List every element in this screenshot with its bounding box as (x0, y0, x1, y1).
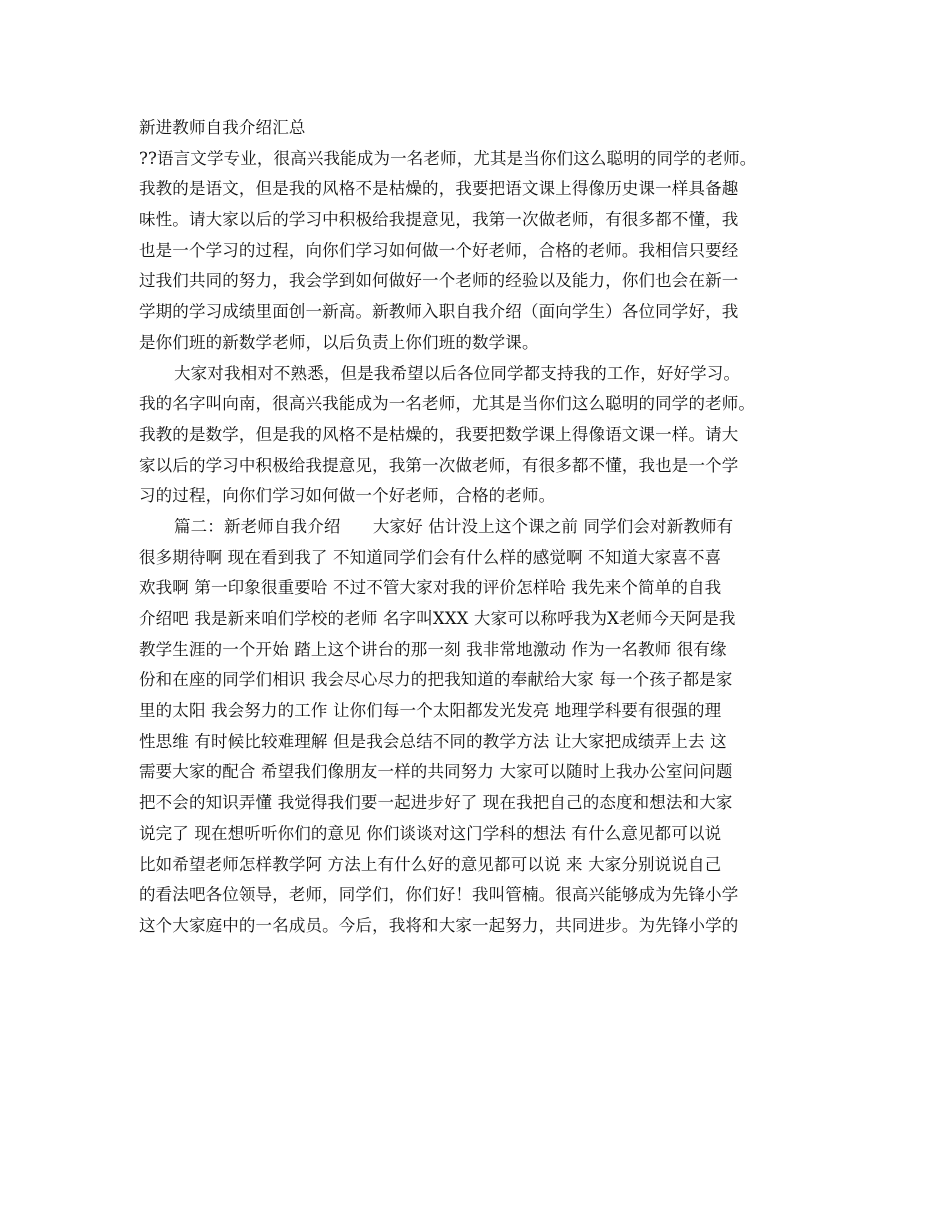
text-line: 说完了 现在想听听你们的意见 你们谈谈对这门学科的想法 有什么意见都可以说 (139, 823, 722, 843)
text-line: 这个大家庭中的一名成员。今后，我将和大家一起努力，共同进步。为先锋小学的 (139, 915, 739, 935)
text-line: 家以后的学习中积极给我提意见，我第一次做老师，有很多都不懂，我也是一个学 (139, 455, 739, 475)
text-line: 欢我啊 第一印象很重要哈 不过不管大家对我的评价怎样哈 我先来个简单的自我 (139, 578, 722, 598)
text-line: 的看法吧各位领导，老师，同学们，你们好！我叫管楠。很高兴能够成为先锋小学 (139, 885, 739, 905)
document-title: 新进教师自我介绍汇总 (139, 118, 306, 137)
text-line: 我的名字叫向南，很高兴我能成为一名老师，尤其是当你们这么聪明的同学的老师。 (139, 394, 756, 414)
text-line: 过我们共同的努力，我会学到如何做好一个老师的经验以及能力，你们也会在新一 (139, 271, 739, 291)
text-line-indented: 大家对我相对不熟悉，但是我希望以后各位同学都支持我的工作，好好学习。 (174, 363, 741, 383)
text-line: 份和在座的同学们相识 我会尽心尽力的把我知道的奉献给大家 每一个孩子都是家 (139, 670, 733, 690)
text-line: 把不会的知识弄懂 我觉得我们要一起进步好了 现在我把自己的态度和想法和大家 (139, 793, 733, 813)
text-line: 我教的是数学，但是我的风格不是枯燥的，我要把数学课上得像语文课一样。请大 (139, 424, 739, 444)
text-line: 比如希望老师怎样教学阿 方法上有什么好的意见都可以说 来 大家分别说说自己 (139, 854, 722, 874)
document-body (139, 113, 819, 942)
text-line: 介绍吧 我是新来咱们学校的老师 名字叫XXX 大家可以称呼我为X老师今天阿是我 (139, 609, 736, 628)
text-line: 味性。请大家以后的学习中积极给我提意见，我第一次做老师，有很多都不懂，我 (139, 210, 739, 230)
text-line: 是你们班的新数学老师，以后负责上你们班的数学课。 (139, 332, 539, 352)
text-line: ??语言文学专业，很高兴我能成为一名老师，尤其是当你们这么聪明的同学的老师。 (139, 148, 757, 168)
text-line: 学期的学习成绩里面创一新高。新教师入职自我介绍（面向学生）各位同学好，我 (139, 302, 739, 322)
text-line: 习的过程，向你们学习如何做一个好老师，合格的老师。 (139, 486, 556, 506)
text-line: 也是一个学习的过程，向你们学习如何做一个好老师，合格的老师。我相信只要经 (139, 240, 739, 260)
text-line: 性思维 有时候比较难理解 但是我会总结不同的教学方法 让大家把成绩弄上去 这 (139, 731, 727, 751)
text-line: 需要大家的配合 希望我们像朋友一样的共同努力 大家可以随时上我办公室问问题 (139, 762, 733, 782)
text-line-indented: 篇二：新老师自我介绍 大家好 估计没上这个课之前 同学们会对新教师有 (174, 516, 734, 536)
text-line: 教学生涯的一个开始 踏上这个讲台的那一刻 我非常地激动 作为一名教师 很有缘 (139, 639, 727, 659)
text-line: 我教的是语文，但是我的风格不是枯燥的，我要把语文课上得像历史课一样具备趣 (139, 179, 739, 199)
text-line: 很多期待啊 现在看到我了 不知道同学们会有什么样的感觉啊 不知道大家喜不喜 (139, 547, 722, 567)
text-line: 里的太阳 我会努力的工作 让你们每一个太阳都发光发亮 地理学科要有很强的理 (139, 701, 722, 721)
